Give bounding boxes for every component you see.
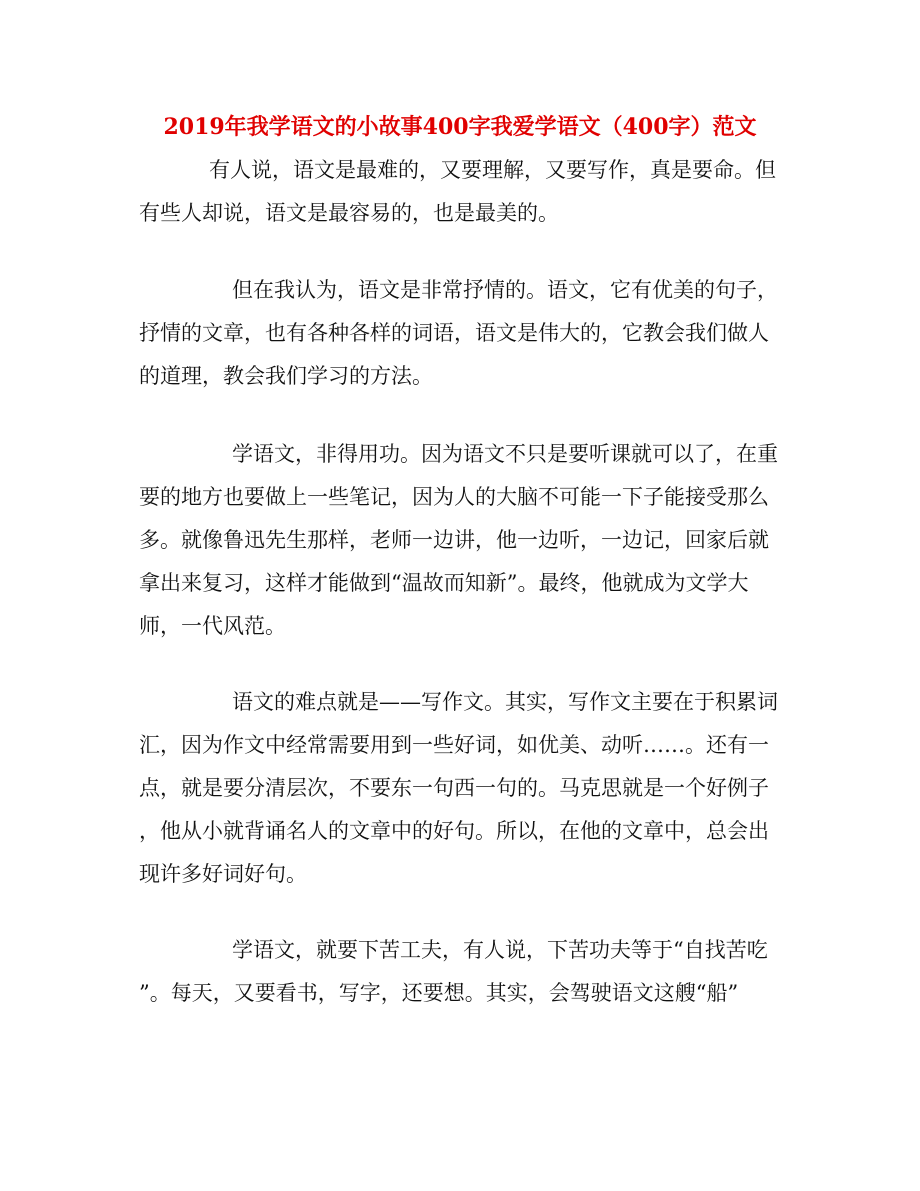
paragraph-3-line-2: 要的地方也要做上一些笔记，因为人的大脑不可能一下子能接受那么 (139, 485, 769, 509)
paragraph-4-line-4: ，他从小就背诵名人的文章中的好句。所以，在他的文章中，总会出 (139, 819, 769, 843)
paragraph-4-line-1: 语文的难点就是——写作文。其实，写作文主要在于积累词 (232, 690, 778, 714)
paragraph-5-line-1: 学语文，就要下苦工夫，有人说，下苦功夫等于“自找苦吃 (232, 938, 768, 962)
paragraph-3-line-4: 拿出来复习，这样才能做到“温故而知新”。最终，他就成为文学大 (139, 571, 749, 595)
paragraph-2-line-3: 的道理，教会我们学习的方法。 (139, 364, 433, 388)
document-title: 2019年我学语文的小故事400字我爱学语文（400字）范文 (163, 114, 757, 140)
paragraph-3-line-3: 多。就像鲁迅先生那样，老师一边讲，他一边听，一边记，回家后就 (139, 528, 769, 552)
paragraph-4-line-3: 点，就是要分清层次，不要东一句西一句的。马克思就是一个好例子 (139, 776, 769, 800)
paragraph-5-line-2: ”。每天，又要看书，写字，还要想。其实，会驾驶语文这艘“船” (139, 981, 739, 1005)
paragraph-2-line-1: 但在我认为，语文是非常抒情的。语文，它有优美的句子， (232, 278, 778, 302)
paragraph-1-line-1: 有人说，语文是最难的，又要理解，又要写作，真是要命。但 (209, 158, 776, 182)
paragraph-3-line-5: 师，一代风范。 (139, 614, 286, 638)
paragraph-4-line-2: 汇，因为作文中经常需要用到一些好词，如优美、动听……。还有一 (139, 733, 769, 757)
paragraph-4-line-5: 现许多好词好句。 (139, 862, 307, 886)
paragraph-1-line-2: 有些人却说，语文是最容易的，也是最美的。 (139, 201, 559, 225)
paragraph-3-line-1: 学语文，非得用功。因为语文不只是要听课就可以了，在重 (232, 442, 778, 466)
paragraph-2-line-2: 抒情的文章，也有各种各样的词语，语文是伟大的，它教会我们做人 (139, 321, 769, 345)
